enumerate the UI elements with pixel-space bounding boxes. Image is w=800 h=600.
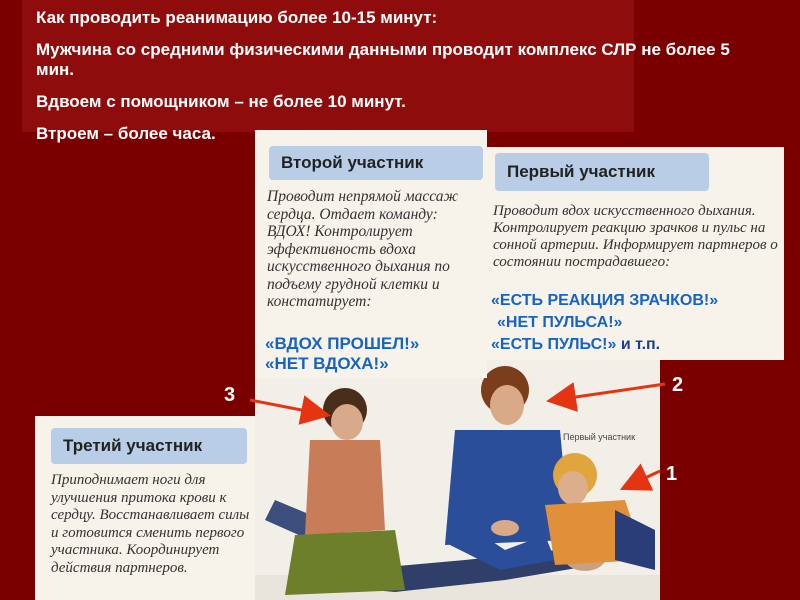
first-callout-pulse-text: «ЕСТЬ ПУЛЬС!» [491, 336, 617, 353]
marker-3: 3 [224, 384, 236, 406]
first-callout-tail: и т.п. [620, 336, 661, 353]
second-participant-text: Проводит непрямой массаж сердца. Отдает команду: ВДОХ! Контролирует эффективность вдоха искусственного дыхания по подъему грудной клетки и констатирует: [267, 188, 458, 310]
intro-line-2: Мужчина со средними физическими данными проводит комплекс СЛР не более 5 мин. [36, 40, 730, 79]
first-participant-title: Первый участник [495, 153, 709, 191]
second-participant-title: Второй участник [269, 146, 483, 180]
first-callout-no-pulse: «НЕТ ПУЛЬСА!» [497, 314, 623, 331]
intro-line-4: Втроем – более часа. [36, 124, 216, 143]
third-participant-text: Приподнимает ноги для улучшения притока крови к сердцу. Восстанавливает силы и готовится сменить первого участника. Координирует действия партнеров. [51, 472, 250, 576]
intro-line-3: Вдвоем с помощником – не более 10 минут. [36, 92, 406, 111]
first-callout-pulse [491, 335, 660, 354]
marker-1: 1 [666, 463, 678, 485]
first-participant-card [487, 147, 784, 360]
marker-2: 2 [672, 374, 684, 396]
illustration-panel [255, 360, 660, 600]
first-participant-text: Проводит вдох искусственного дыхания. Контролирует реакцию зрачков и пульс на сонной артерии. Информирует партнеров о состоянии пострадавшего: [493, 203, 778, 270]
rescue-illustration [255, 360, 660, 600]
illustration-caption: Первый участник [563, 432, 636, 442]
third-participant-title: Третий участник [51, 428, 247, 464]
intro-line-1: Как проводить реанимацию более 10-15 минут: [36, 8, 438, 27]
second-callout-inhale-done: «ВДОХ ПРОШЕЛ!» [265, 334, 420, 353]
second-participant-card [255, 130, 487, 378]
second-callout-no-inhale: «НЕТ ВДОХА!» [265, 354, 389, 373]
third-participant-card [35, 416, 255, 600]
first-callout-pupil-reaction: «ЕСТЬ РЕАКЦИЯ ЗРАЧКОВ!» [491, 292, 719, 309]
